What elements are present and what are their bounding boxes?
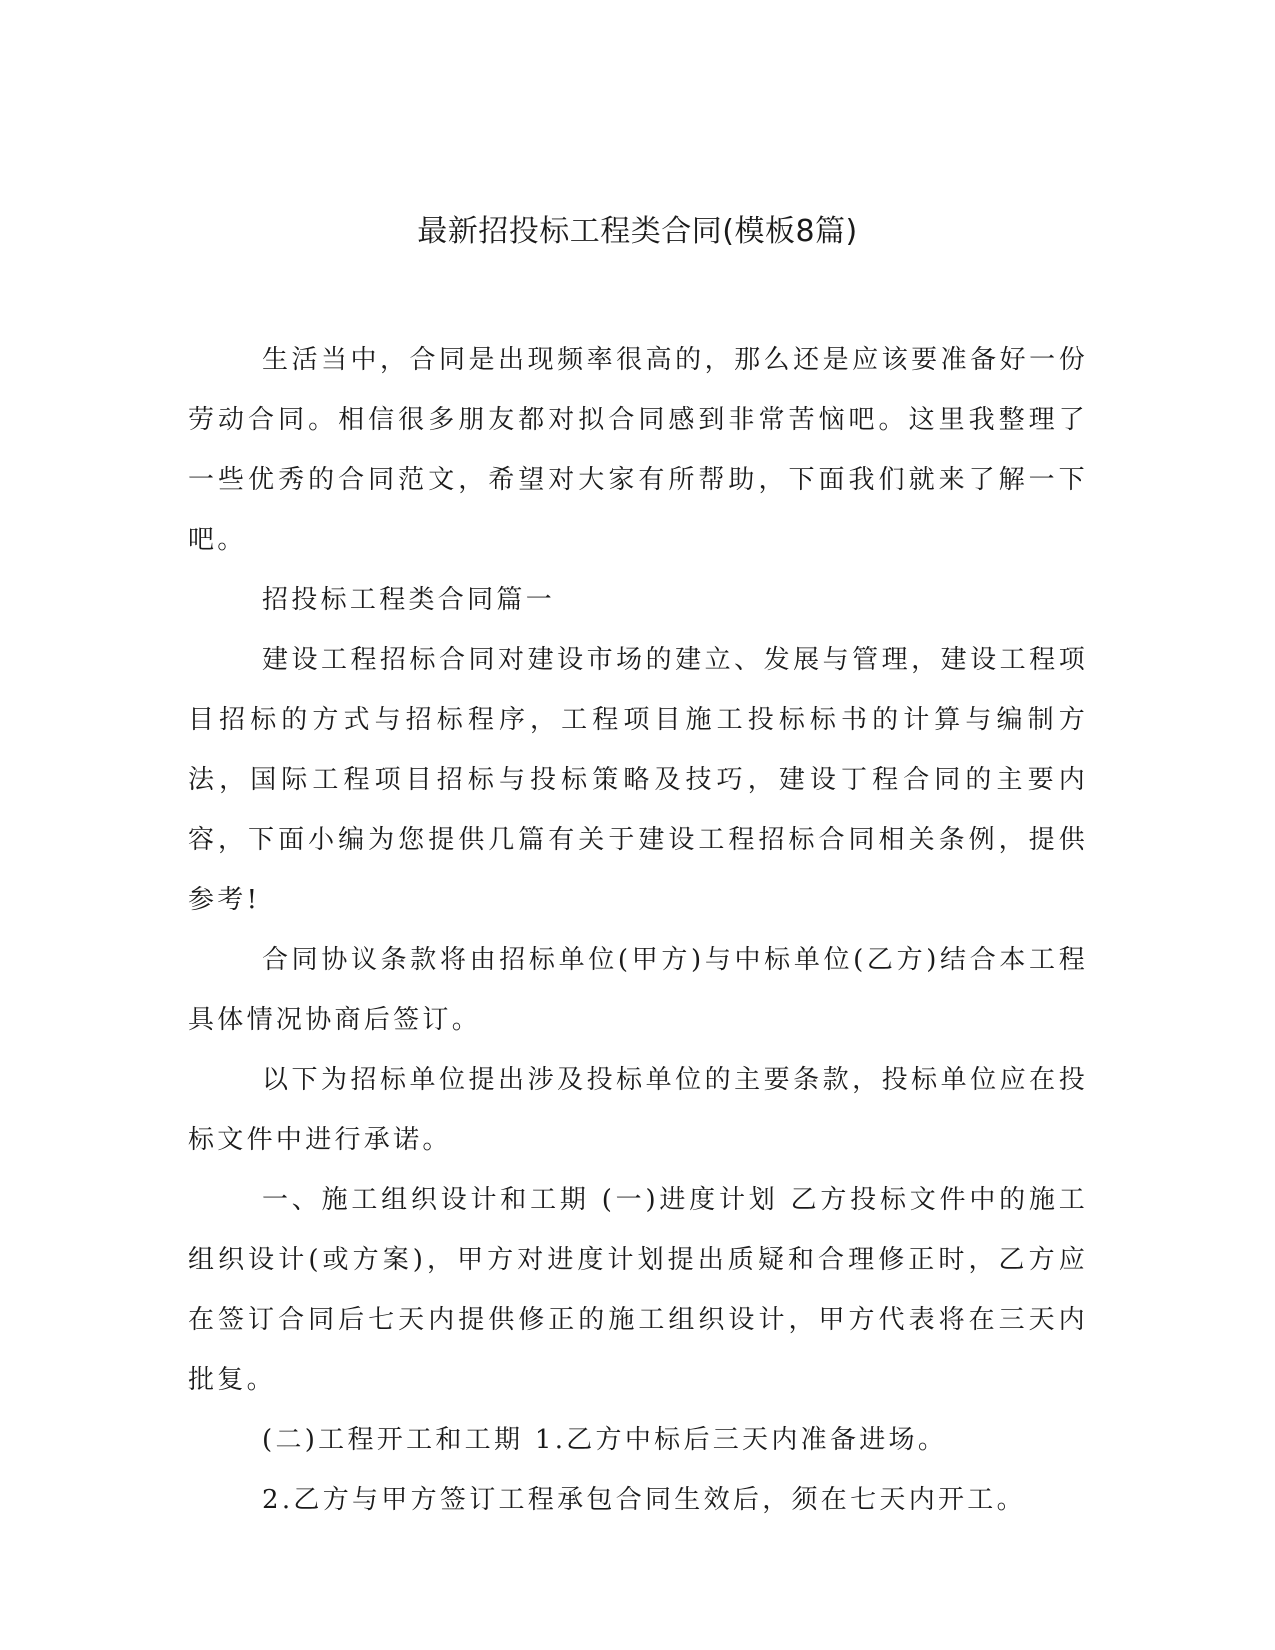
paragraph-overview: 建设工程招标合同对建设市场的建立、发展与管理，建设工程项目招标的方式与招标程序，工程项目施工投标标书的计算与编制方法，国际工程项目招标与投标策略及技巧，建设丁程合同的主要内容，下面小编为您提供几篇有关于建设工程招标合同相关条例，提供参考! [188, 645, 1088, 915]
document-body [188, 330, 1088, 1530]
document-title: 最新招投标工程类合同(模板8篇) [417, 214, 858, 249]
section-heading: 招投标工程类合同篇一 [262, 585, 556, 615]
paragraph-commencement: (二)工程开工和工期 1.乙方中标后三天内准备进场。 [262, 1425, 948, 1455]
paragraph-main-terms: 以下为招标单位提出涉及投标单位的主要条款，投标单位应在投标文件中进行承诺。 [188, 1065, 1088, 1155]
paragraph-intro: 生活当中，合同是出现频率很高的，那么还是应该要准备好一份劳动合同。相信很多朋友都对拟合同感到非常苦恼吧。这里我整理了一些优秀的合同范文，希望对大家有所帮助，下面我们就来了解一下吧。 [188, 345, 1088, 555]
paragraph-start-deadline: 2.乙方与甲方签订工程承包合同生效后，须在七天内开工。 [262, 1485, 1026, 1515]
paragraph-construction-plan: 一、施工组织设计和工期 (一)进度计划 乙方投标文件中的施工组织设计(或方案)，甲方对进度计划提出质疑和合理修正时，乙方应在签订合同后七天内提供修正的施工组织设计，甲方代表将在三天内批复。 [188, 1185, 1088, 1395]
paragraph-agreement: 合同协议条款将由招标单位(甲方)与中标单位(乙方)结合本工程具体情况协商后签订。 [188, 945, 1088, 1035]
